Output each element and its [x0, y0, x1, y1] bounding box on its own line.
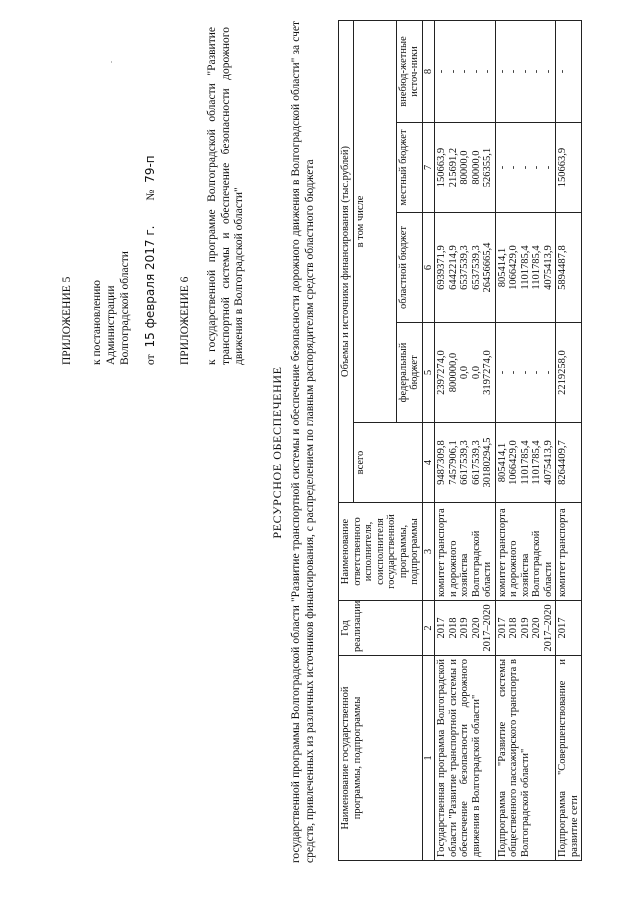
- executor: комитет транспорта: [556, 503, 582, 601]
- federal-value: -: [496, 370, 508, 375]
- header-year: Год реализации: [339, 601, 423, 656]
- federal-value: 2397274,0: [436, 350, 447, 395]
- federal-value: -: [531, 370, 542, 375]
- date-value: 15 февраля 2017 г.: [143, 225, 157, 348]
- header-regional: областной бюджет: [396, 213, 422, 323]
- external-value: -: [496, 69, 508, 74]
- external-value: -: [531, 69, 542, 74]
- federal-value: 3197274,0: [482, 350, 493, 395]
- regional: [495, 213, 556, 323]
- regional-value: 26456665,4: [482, 242, 493, 293]
- header-executor: Наименование ответственного исполнителя, соисполнителя государственной программы, подпрограммы: [339, 503, 423, 601]
- regional: [435, 213, 496, 323]
- total-value: 8264409,7: [557, 440, 568, 485]
- year-value: 2020: [531, 617, 542, 639]
- year-value: 2019: [519, 617, 531, 639]
- regional-value: 805414,1: [496, 247, 508, 288]
- regional-value: 1101785,4: [519, 245, 531, 290]
- date-prefix: от: [145, 354, 157, 365]
- local: [435, 123, 496, 213]
- federal-value: -: [519, 370, 531, 375]
- local-value: -: [531, 165, 542, 170]
- total-value: 805414,1: [496, 442, 508, 483]
- table-body: [435, 20, 582, 860]
- regional: [556, 213, 582, 323]
- column-number: 2: [422, 601, 435, 656]
- appendix5-date-line: [143, 151, 158, 365]
- column-number: 7: [422, 123, 435, 213]
- appendix6-title: ПРИЛОЖЕНИЕ 6: [179, 276, 191, 365]
- year-value: 2018: [508, 617, 519, 639]
- regional-value: 1066429,0: [508, 245, 519, 290]
- federal-value: 0,0: [470, 365, 482, 380]
- header-local: местный бюджет: [396, 123, 422, 213]
- external-value: -: [508, 69, 519, 74]
- number-value: 79-п: [143, 155, 157, 183]
- year: [435, 601, 496, 656]
- year-value: 2017–2020: [542, 604, 554, 652]
- external-value: -: [470, 69, 482, 74]
- external-value: -: [557, 69, 568, 74]
- total-value: 1101785,4: [519, 440, 531, 485]
- federal: [495, 323, 556, 423]
- federal: [435, 323, 496, 423]
- year: [495, 601, 556, 656]
- regional-value: 4075413,9: [542, 245, 554, 290]
- local-value: 150663,9: [557, 147, 568, 188]
- program-name: Государственная программа Волгоградской области "Развитие транспортной системы и обеспечение безопасности дорожного движения в Волгоградской области": [435, 656, 496, 861]
- table-row: [556, 20, 582, 860]
- local-value: 80000,0: [459, 150, 470, 185]
- year-value: 2017: [496, 617, 508, 639]
- appendix5-line: Администрации: [105, 285, 117, 365]
- column-number: 8: [422, 20, 435, 122]
- executor: комитет транспорта и дорожного хозяйства Волгоградской области: [495, 503, 556, 601]
- total-value: 1066429,0: [508, 440, 519, 485]
- federal-value: -: [542, 370, 554, 375]
- regional-value: 6442214,9: [447, 245, 459, 290]
- total-value: 7457906,1: [447, 440, 459, 485]
- total-value: 4075413,9: [542, 440, 554, 485]
- external-value: -: [482, 69, 493, 74]
- federal-value: 800000,0: [447, 352, 459, 393]
- external-value: -: [436, 69, 447, 74]
- federal-value: -: [508, 370, 519, 375]
- year-value: 2017: [436, 617, 447, 639]
- header-external: внебюд-жетные источ-ники: [396, 20, 422, 122]
- header-name: Наименование государственной программы, подпрограммы: [339, 656, 423, 861]
- year-value: 2018: [447, 617, 459, 639]
- scan-dot: .: [105, 61, 114, 63]
- column-number: 6: [422, 213, 435, 323]
- appendix5-line: Волгоградской области: [119, 251, 131, 365]
- executor: комитет транспорта и дорожного хозяйства Волгоградской области: [435, 503, 496, 601]
- external: [556, 20, 582, 122]
- local: [556, 123, 582, 213]
- federal-value: 0,0: [459, 365, 470, 380]
- number-prefix: №: [145, 189, 157, 201]
- resource-table: [338, 20, 582, 861]
- local-value: 150663,9: [436, 147, 447, 188]
- table-row: [435, 20, 496, 860]
- regional-value: 6537539,3: [470, 245, 482, 290]
- resource-table-wrapper: [338, 21, 582, 861]
- document-subtitle: государственной программы Волгоградской области "Развитие транспортной системы и обеспечение безопасности дорожного движения в Волгоградской области" за счет средств, привлеченных из различных источников финансирования, с распределением по главным распорядителям средств областного бюджета: [290, 21, 316, 863]
- regional-value: 6939371,9: [436, 245, 447, 290]
- column-number-row: [422, 20, 435, 860]
- column-number: 3: [422, 503, 435, 601]
- total: [435, 423, 496, 503]
- regional-value: 6537539,3: [459, 245, 470, 290]
- column-number: 4: [422, 423, 435, 503]
- table-row: [495, 20, 556, 860]
- program-name: Подпрограмма "Развитие системы общественного пассажирского транспорта в Волгоградской области": [495, 656, 556, 861]
- total-value: 6617539,3: [470, 440, 482, 485]
- federal: [556, 323, 582, 423]
- header-total: всего: [353, 423, 422, 503]
- external-value: -: [542, 69, 554, 74]
- local-value: 215691,2: [447, 147, 459, 188]
- local-value: -: [542, 165, 554, 170]
- appendix6-description: к государственной программе Волгоградской области "Развитие транспортной системы и обеспечение безопасности дорожного движения в Волгоградской области": [206, 27, 245, 365]
- year-value: 2017: [557, 617, 568, 639]
- program-name: Подпрограмма "Совершенствование и развитие сети: [556, 656, 582, 861]
- local-value: 526355,1: [482, 147, 493, 188]
- total-value: 30180294,5: [482, 437, 493, 488]
- appendix5-title: ПРИЛОЖЕНИЕ 5: [61, 276, 73, 365]
- total: [556, 423, 582, 503]
- total: [495, 423, 556, 503]
- federal-value: 2219258,0: [557, 350, 568, 395]
- year: [556, 601, 582, 656]
- local-value: -: [508, 165, 519, 170]
- external-value: -: [447, 69, 459, 74]
- column-number: 5: [422, 323, 435, 423]
- regional-value: 1101785,4: [531, 245, 542, 290]
- local: [495, 123, 556, 213]
- external: [495, 20, 556, 122]
- header-federal: федеральный бюджет: [396, 323, 422, 423]
- external-value: -: [519, 69, 531, 74]
- external: [435, 20, 496, 122]
- local-value: -: [496, 165, 508, 170]
- total-value: 9487309,8: [436, 440, 447, 485]
- external-value: -: [459, 69, 470, 74]
- year-value: 2020: [470, 617, 482, 639]
- local-value: 80000,0: [470, 150, 482, 185]
- local-value: -: [519, 165, 531, 170]
- header-funding: Объемы и источники финансирования (тыс.рублей): [339, 20, 354, 502]
- year-value: 2019: [459, 617, 470, 639]
- appendix5-line: к постановлению: [91, 280, 103, 365]
- header-including: в том числе: [353, 20, 396, 422]
- document-title: РЕСУРСНОЕ ОБЕСПЕЧЕНИЕ: [270, 366, 284, 539]
- column-number: 1: [422, 656, 435, 861]
- total-value: 6617539,3: [459, 440, 470, 485]
- year-value: 2017–2020: [482, 604, 493, 652]
- total-value: 1101785,4: [531, 440, 542, 485]
- regional-value: 5894487,8: [557, 245, 568, 290]
